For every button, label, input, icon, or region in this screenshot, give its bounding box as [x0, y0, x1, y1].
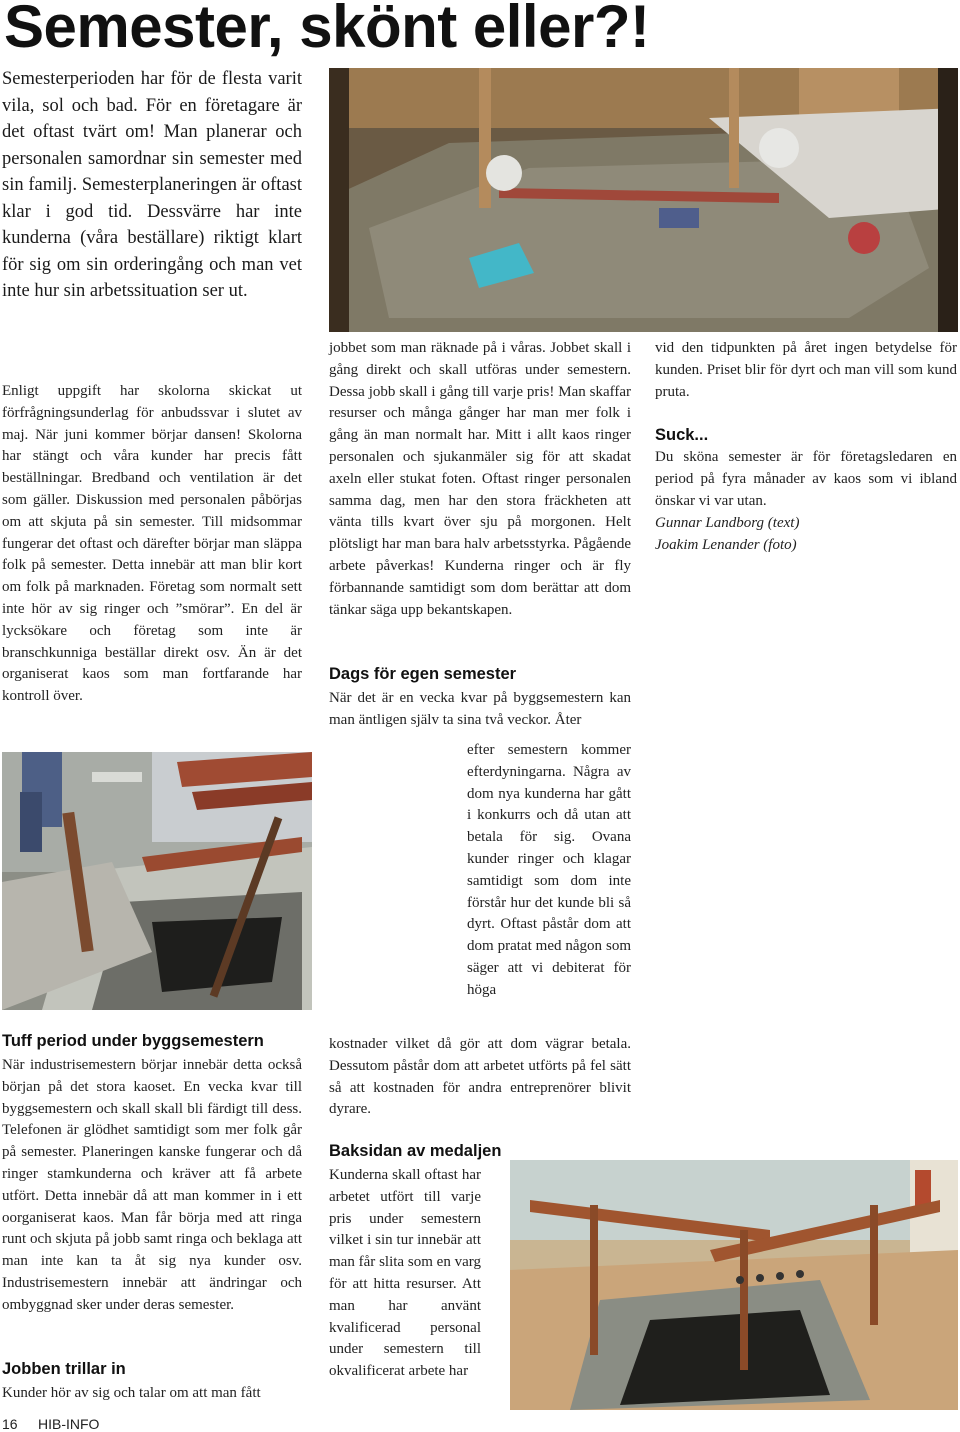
col3-body: vid den tidpunkten på året ingen betydelse för kunden. Priset blir för dyrt och man vill som kund pruta.: [655, 340, 957, 400]
photo-construction-shaft: [2, 752, 312, 1010]
credit-photo: Joakim Lenander (foto): [655, 537, 797, 553]
dags-body: När det är en vecka kvar på byggsemestern kan man äntligen själv ta sina två veckor. Åter: [329, 690, 631, 728]
suck-body: Du sköna semester är för företagsledaren en period på fyra månader av kaos som vi ibland önskar vi var utan.: [655, 449, 957, 509]
jobben-body: Kunder hör av sig och talar om att man fått: [2, 1385, 261, 1401]
headline: Semester, skönt eller?!: [4, 0, 650, 60]
baksidan-body: Kunderna skall oftast har arbetet utfört till varje pris under semestern vilket i sin tur innebär att man får slita som en varg för att hitta resurser. Att man har använt kvalificerad personal under semestern till okvalificerat arbete har: [329, 1167, 481, 1380]
credit-text: Gunnar Landborg (text): [655, 515, 800, 531]
heading-baksidan: Baksidan av medaljen: [329, 1142, 502, 1160]
col1-body: Enligt uppgift har skolorna skickat ut förfrågningsunderlag för anbudssvar i slutet av maj. När juni kommer börjar dansen! Skolorna har stängt och våra kunder har precis fått beställningar. Bredband och ventilation är det som gäller. Diskussion med personalen påbörjas om att skjuta på sin semester. Till midsommar fungerar det oftast och därefter börjar man släppa folk på semester. Detta innebär att man blir kort om folk på marknaden. Företag som normalt sett inte hör av sig ringer och ”smörar”. En del är lycksökare och företag som inte är branschkunniga beställar direkt osv. Än är det organiserat kaos som man fortfarande har kontroll över.: [2, 383, 302, 705]
kostnader-body: kostnader vilket då gör att dom vägrar betala. Dessutom påstår dom att arbetet utförts på fel sätt så att kostnaden för andra entreprenörer blivit dyrare.: [329, 1036, 631, 1118]
heading-dags: Dags för egen semester: [329, 665, 517, 683]
lead-paragraph: Semesterperioden har för de flesta varit vila, sol och bad. För en företagare är det oftast tvärt om! Man planerar och personalen samordnar sin semester med sin familj. Semesterplaneringen är oftast klar i god tid. Dessvärre har inte kunderna (våra beställare) riktigt klart för sig om sin orderingång och man vet inte hur sin arbetssituation ser ut.: [2, 69, 302, 301]
photo-floor-opening-railing: [510, 1160, 958, 1410]
efter-body: efter semestern kommer efterdyningarna. Några av dom nya kunderna har gått i konkurrs och då utan att betala för sig. Ovana kunder ringer och klagar samtidigt som dom inte förstår hur det kunde bli så dyrt. Oftast påstår dom att dom pratat med någon som säger att vi debiterat för höga: [467, 742, 631, 998]
magazine-name: HIB-INFO: [38, 1416, 100, 1432]
heading-suck: Suck...: [655, 426, 709, 444]
col2-body: jobbet som man räknade på i våras. Jobbet skall i gång direkt och skall utföras under semestern. Dessa jobb skall i gång till varje pris! Man skaffar resurser och många gånger har man mer folk i gång än man normalt har. Mitt i allt kaos ringer personalen och sjukanmäler sig för att skadat axeln eller stukat foten. Oftast ringer personalen samma dag, men har den stora fräckheten att vänta tills kvart över sju på morgonen. Helt plötsligt har man bara halv arbetsstyrka. Pågående arbete påverkas! Kunderna ringer och är fly förbannande samtidigt som dom berättar att dom tänkar säga upp bekantskapen.: [329, 340, 631, 618]
page-number: 16: [2, 1416, 18, 1432]
tuff-body: När industrisemestern börjar innebär detta också början på det stora kaoset. En vecka kvar till byggsemestern och skall skall bli färdigt till dess. Telefonen är glödhet samtidigt som mer folk går på semester. Planeringen kanske fungerar och då ringer stamkunderna och kräver att få arbete utfört. Detta innebär då att man kommer in i ett oorganiserat kaos. Man får börja med att ringa runt och skjuta på jobb samt ringa och beklaga att man inte kan ta åt sig nya kunder osv. Industrisemestern innebär att ändringar och ombyggnad sker under deras semester.: [2, 1057, 302, 1313]
heading-tuff-period: Tuff period under byggsemestern: [2, 1032, 264, 1050]
heading-jobben: Jobben trillar in: [2, 1360, 126, 1378]
photo-workshop-floor: [329, 68, 958, 332]
